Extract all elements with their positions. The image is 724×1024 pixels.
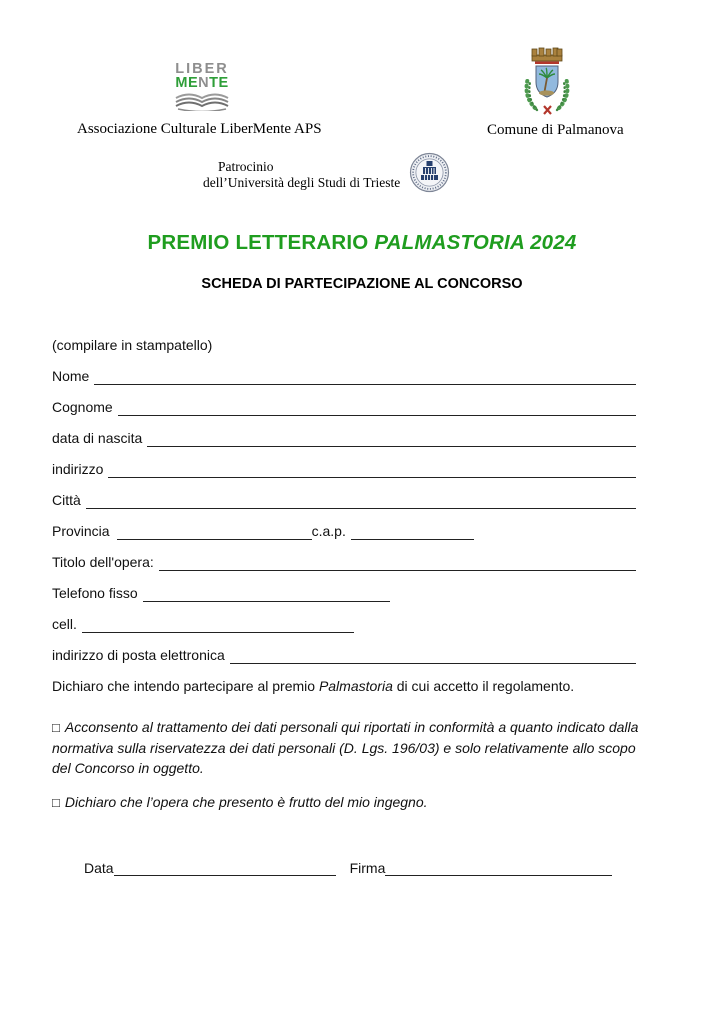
data-signature-line[interactable] xyxy=(114,872,336,876)
titolo-opera-field-line[interactable] xyxy=(159,567,636,571)
declaration-text: Dichiaro che intendo partecipare al premio Palmastoria di cui accetto il regolamento. xyxy=(52,678,575,694)
provincia-label: Provincia xyxy=(52,523,110,539)
firma-label: Firma xyxy=(349,860,386,876)
comune-caption: Comune di Palmanova xyxy=(487,122,624,138)
university-seal-icon xyxy=(409,152,450,198)
page-subtitle: SCHEDA DI PARTECIPAZIONE AL CONCORSO xyxy=(201,276,523,292)
declaration-row xyxy=(52,664,636,695)
nome-label: Nome xyxy=(52,368,90,384)
data-label: Data xyxy=(84,860,114,876)
provincia-field-line[interactable] xyxy=(117,536,312,540)
compile-note: (compilare in stampatello) xyxy=(52,337,213,353)
consent-privacy-paragraph xyxy=(52,717,648,778)
cognome-field-line[interactable] xyxy=(118,412,636,416)
original-work-paragraph xyxy=(52,792,648,813)
nome-field-line[interactable] xyxy=(94,381,636,385)
original-work-checkbox[interactable]: □ xyxy=(52,795,60,810)
telefono-field-line[interactable] xyxy=(143,598,390,602)
cell-label: cell. xyxy=(52,616,77,632)
cap-field-line[interactable] xyxy=(351,536,474,540)
citta-label: Città xyxy=(52,492,81,508)
libermente-logo xyxy=(170,62,234,114)
note-row xyxy=(52,323,636,354)
email-label: indirizzo di posta elettronica xyxy=(52,647,225,663)
field-row-cell xyxy=(52,602,636,633)
titolo-opera-label: Titolo dell'opera: xyxy=(52,554,154,570)
cell-field-line[interactable] xyxy=(82,629,354,633)
data-nascita-field-line[interactable] xyxy=(147,443,636,447)
field-row-indirizzo xyxy=(52,447,636,478)
field-row-email xyxy=(52,633,636,664)
libermente-logo-word-bottom: MENTE xyxy=(175,75,229,91)
field-row-nome xyxy=(52,354,636,385)
field-row-provincia-cap xyxy=(52,509,636,540)
cap-label: c.a.p. xyxy=(311,523,346,539)
field-row-data-nascita xyxy=(52,416,636,447)
field-row-citta xyxy=(52,478,636,509)
patrocinio-line1: Patrocinio xyxy=(218,159,274,174)
indirizzo-field-line[interactable] xyxy=(108,474,636,478)
original-work-checkbox-text: Dichiaro che l’opera che presento è frutto del mio ingegno. xyxy=(64,794,428,810)
signature-row xyxy=(52,860,636,876)
patrocinio-line2: dell’Università degli Studi di Trieste xyxy=(203,175,401,190)
page-title-normal: PREMIO LETTERARIO xyxy=(147,231,375,254)
telefono-label: Telefono fisso xyxy=(52,585,138,601)
field-row-cognome xyxy=(52,385,636,416)
data-nascita-label: data di nascita xyxy=(52,430,143,446)
field-row-telefono xyxy=(52,571,636,602)
page-title-italic: PALMASTORIA 2024 xyxy=(374,231,577,254)
privacy-checkbox[interactable]: □ xyxy=(52,720,60,735)
citta-field-line[interactable] xyxy=(86,505,636,509)
open-book-icon xyxy=(170,91,234,114)
libermente-logo-word-top: LIBER xyxy=(175,61,229,77)
privacy-checkbox-text: Acconsento al trattamento dei dati personali qui riportati in conformità a quanto indicato dalla normativa sulla riservatezza dei dati personali (D. Lgs. 196/03) e solo relativamente allo scopo del Concorso in oggetto. xyxy=(52,719,639,776)
firma-signature-line[interactable] xyxy=(385,872,612,876)
participation-form xyxy=(52,323,639,876)
field-row-titolo-opera xyxy=(52,540,636,571)
indirizzo-label: indirizzo xyxy=(52,461,104,477)
cognome-label: Cognome xyxy=(52,399,113,415)
association-caption: Associazione Culturale LiberMente APS xyxy=(77,121,322,137)
page-title xyxy=(0,231,724,255)
email-field-line[interactable] xyxy=(230,660,636,664)
palmanova-coat-of-arms-icon xyxy=(515,44,579,125)
